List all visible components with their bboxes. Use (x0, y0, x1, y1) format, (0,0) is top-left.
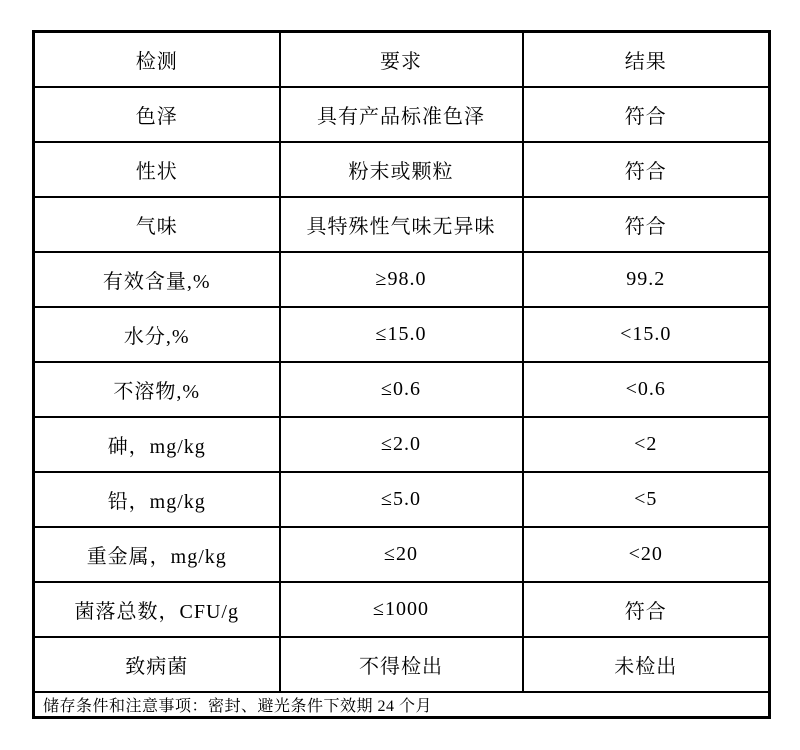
table-row (34, 417, 770, 472)
cell-requirement: ≥98.0 (280, 252, 523, 307)
column-header-test: 检测 (34, 32, 280, 88)
cell-test-item: 重金属，mg/kg (34, 527, 280, 582)
cell-result: <2 (523, 417, 770, 472)
cell-result: 符合 (523, 142, 770, 197)
cell-result: 99.2 (523, 252, 770, 307)
cell-result: <0.6 (523, 362, 770, 417)
cell-test-item: 色泽 (34, 87, 280, 142)
table-row (34, 142, 770, 197)
cell-test-item: 水分,% (34, 307, 280, 362)
cell-requirement: 具特殊性气味无异味 (280, 197, 523, 252)
column-header-requirement: 要求 (280, 32, 523, 88)
storage-note: 储存条件和注意事项：密封、避光条件下效期 24 个月 (34, 692, 770, 718)
table-row (34, 87, 770, 142)
cell-result: 符合 (523, 197, 770, 252)
table-row (34, 582, 770, 637)
cell-requirement: ≤1000 (280, 582, 523, 637)
table-row (34, 527, 770, 582)
cell-requirement: ≤15.0 (280, 307, 523, 362)
table-row (34, 637, 770, 692)
cell-test-item: 菌落总数，CFU/g (34, 582, 280, 637)
cell-test-item: 砷，mg/kg (34, 417, 280, 472)
cell-result: <15.0 (523, 307, 770, 362)
cell-requirement: ≤0.6 (280, 362, 523, 417)
cell-result: 符合 (523, 582, 770, 637)
cell-requirement: 具有产品标准色泽 (280, 87, 523, 142)
cell-requirement: ≤20 (280, 527, 523, 582)
cell-result: 符合 (523, 87, 770, 142)
table-footer-row (34, 692, 770, 718)
cell-requirement: 不得检出 (280, 637, 523, 692)
cell-requirement: 粉末或颗粒 (280, 142, 523, 197)
cell-result: <20 (523, 527, 770, 582)
table-row (34, 197, 770, 252)
cell-test-item: 铅，mg/kg (34, 472, 280, 527)
inspection-table (32, 30, 771, 719)
cell-requirement: ≤2.0 (280, 417, 523, 472)
table-row (34, 472, 770, 527)
cell-test-item: 性状 (34, 142, 280, 197)
cell-test-item: 气味 (34, 197, 280, 252)
cell-requirement: ≤5.0 (280, 472, 523, 527)
cell-result: 未检出 (523, 637, 770, 692)
table-row (34, 362, 770, 417)
cell-test-item: 致病菌 (34, 637, 280, 692)
column-header-result: 结果 (523, 32, 770, 88)
cell-test-item: 有效含量,% (34, 252, 280, 307)
table-header-row (34, 32, 770, 88)
cell-result: <5 (523, 472, 770, 527)
cell-test-item: 不溶物,% (34, 362, 280, 417)
table-row (34, 307, 770, 362)
table-row (34, 252, 770, 307)
